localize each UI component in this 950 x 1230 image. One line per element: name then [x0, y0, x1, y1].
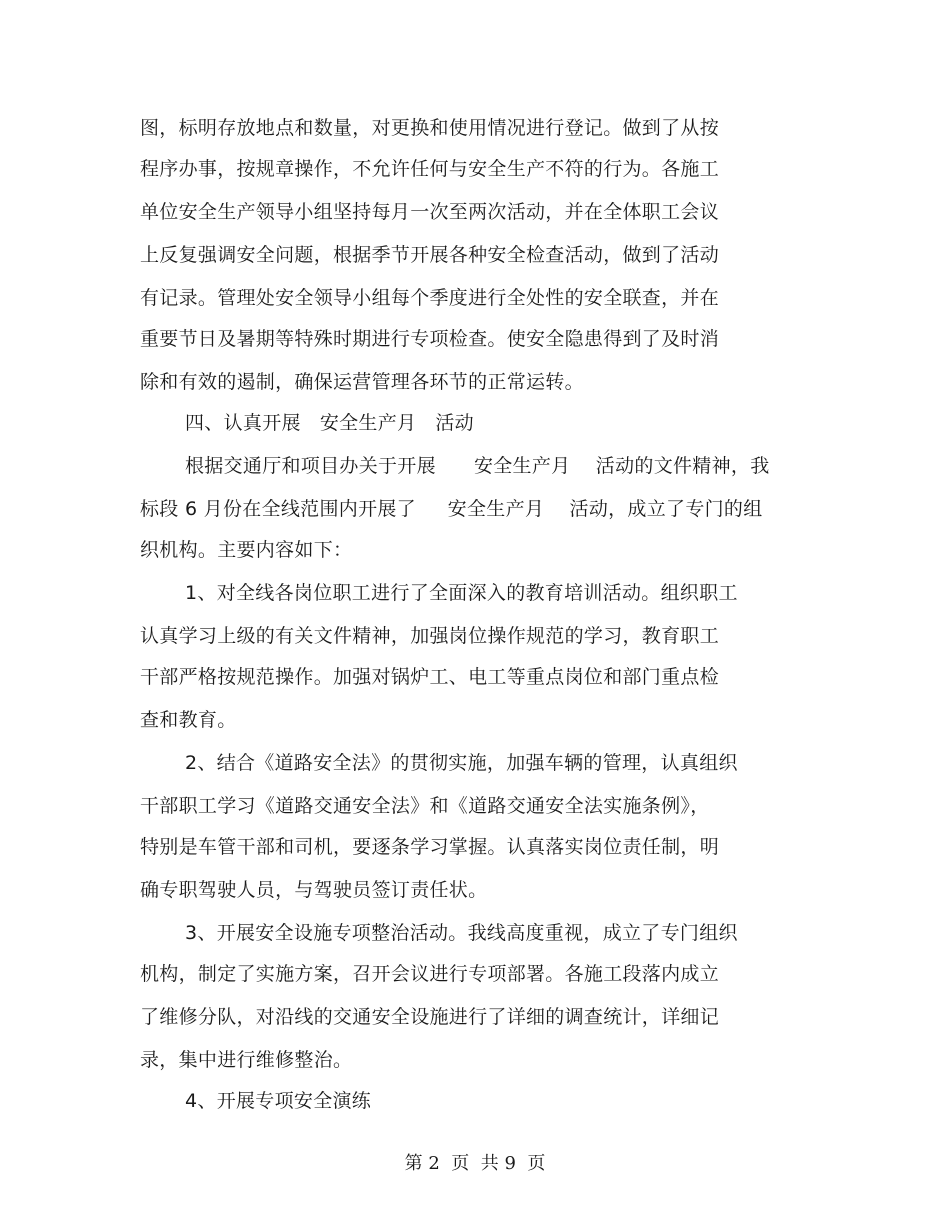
text-line: 除和有效的遏制，确保运营管理各环节的正常运转。: [140, 371, 584, 393]
text-line: 程序办事，按规章操作，不允许任何与安全生产不符的行为。各施工: [140, 158, 720, 180]
paragraph-start: 根据交通厅和项目办关于开展 安全生产月 活动的文件精神，我: [185, 455, 770, 477]
text-line: 标段 6 月份在全线范围内开展了 安全生产月 活动，成立了专门的组: [140, 498, 763, 520]
text-line: 上反复强调安全问题，根据季节开展各种安全检查活动，做到了活动: [140, 244, 720, 266]
text-line: 织机构。主要内容如下：: [140, 539, 353, 561]
text-line: 干部职工学习《道路交通安全法》和《道路交通安全法实施条例》，: [140, 795, 710, 817]
text-line: 有记录。管理处安全领导小组每个季度进行全处性的安全联查，并在: [140, 287, 720, 309]
text-line: 查和教育。: [140, 709, 237, 731]
text-line: 图，标明存放地点和数量，对更换和使用情况进行登记。做到了从按: [140, 117, 720, 139]
text-line: 确专职驾驶人员，与驾驶员签订责任状。: [140, 879, 488, 901]
list-item-start: 4、开展专项安全演练: [185, 1090, 372, 1112]
list-item-start: 3、开展安全设施专项整治活动。我线高度重视，成立了专门组织: [185, 922, 738, 944]
page-number-footer: 第 2 页 共 9 页: [404, 1153, 546, 1174]
text-line: 认真学习上级的有关文件精神，加强岗位操作规范的学习，教育职工: [140, 625, 720, 647]
text-line: 单位安全生产领导小组坚持每月一次至两次活动，并在全体职工会议: [140, 201, 720, 223]
text-line: 了维修分队，对沿线的交通安全设施进行了详细的调查统计，详细记: [140, 1006, 720, 1028]
section-heading: 四、认真开展 安全生产月 活动: [185, 412, 474, 434]
list-item-start: 2、结合《道路安全法》的贯彻实施，加强车辆的管理，认真组织: [185, 752, 738, 774]
list-item-start: 1、对全线各岗位职工进行了全面深入的教育培训活动。组织职工: [185, 582, 738, 604]
text-line: 录，集中进行维修整治。: [140, 1049, 353, 1071]
text-line: 干部严格按规范操作。加强对锅炉工、电工等重点岗位和部门重点检: [140, 666, 720, 688]
text-line: 机构，制定了实施方案，召开会议进行专项部署。各施工段落内成立: [140, 963, 720, 985]
text-line: 重要节日及暑期等特殊时期进行专项检查。使安全隐患得到了及时消: [140, 328, 720, 350]
text-line: 特别是车管干部和司机，要逐条学习掌握。认真落实岗位责任制，明: [140, 836, 720, 858]
